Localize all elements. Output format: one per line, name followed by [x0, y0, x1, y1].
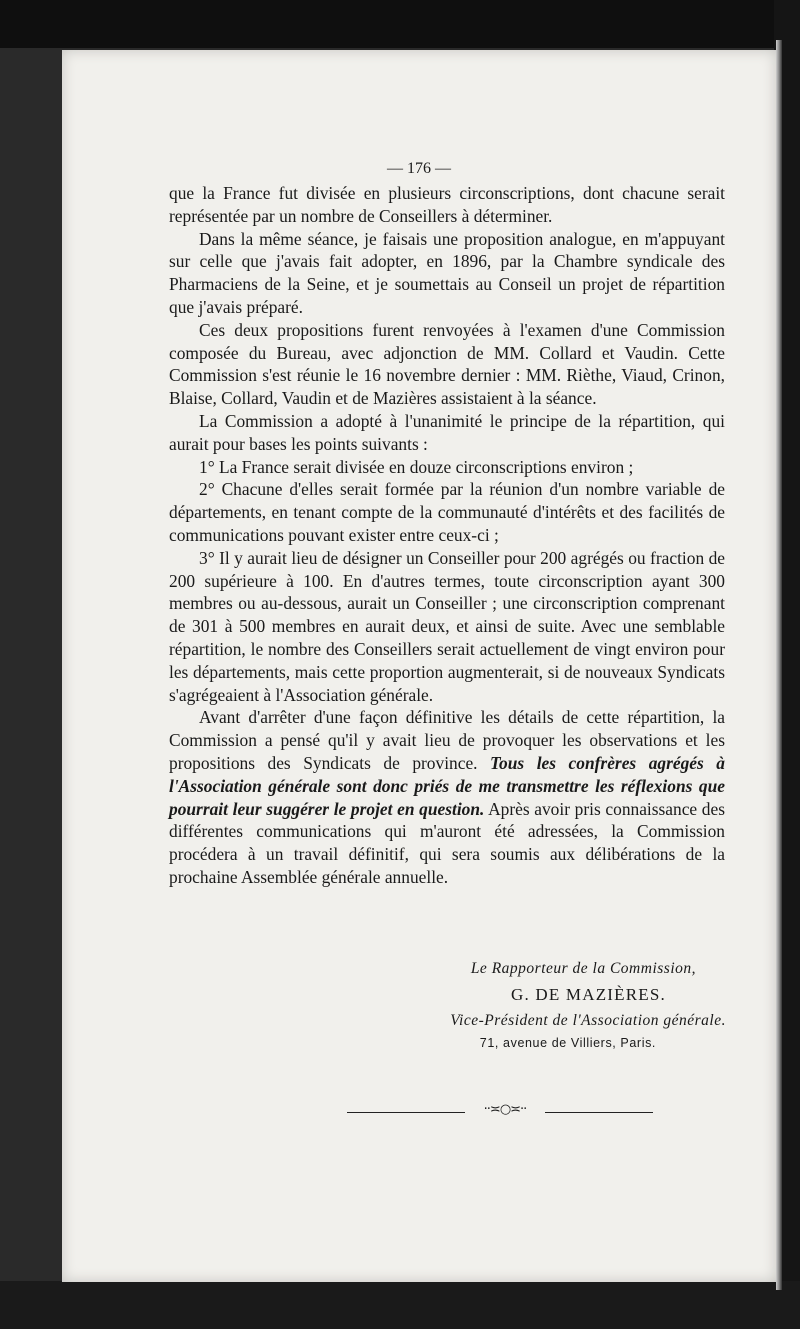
divider-right — [545, 1112, 653, 1113]
divider-left — [347, 1112, 465, 1113]
signature-address: 71, avenue de Villiers, Paris. — [479, 1036, 656, 1050]
signature-title: Vice-Président de l'Association générale. — [450, 1012, 726, 1029]
signature-name: G. DE MAZIÈRES. — [511, 985, 666, 1004]
scan-top-border — [0, 0, 800, 48]
page-edge — [776, 40, 782, 1290]
paragraph: La Commission a adopté à l'unanimité le principe de la répartition, qui aurait pour bases les points suivants : — [169, 410, 725, 454]
signature-role: Le Rapporteur de la Commission, — [470, 960, 696, 977]
paragraph-final-start: Avant d'arrêter d'une façon définitive les détails de cette répartition, la Commission a pensé qu'il y avait lieu de provoquer les observations et les propositions des Syndicats de province. — [169, 707, 725, 773]
page-number: — 176 — — [387, 160, 451, 177]
paragraph: Dans la même séance, je faisais une proposition analogue, en m'appuyant sur celle que j'avais fait adopter, en 1896, par la Chambre syndicale des Pharmaciens de la Seine, et je soumettais au Conseil un projet de répartition que j'avais préparé. — [169, 228, 725, 317]
ornament-icon: ··≍○≍·· — [483, 1102, 527, 1117]
paragraph: Ces deux propositions furent renvoyées à l'examen d'une Commission composée du Bureau, avec adjonction de MM. Collard et Vaudin. Cette Commission s'est réunie le 16 novembre dernier : MM. Rièthe, Viaud, Crinon, Blaise, Collard, Vaudin et de Mazières assistaient à la séance. — [169, 319, 725, 409]
paragraph: que la France fut divisée en plusieurs circonscriptions, dont chacune serait représentée par un nombre de Conseillers à déterminer. — [169, 183, 725, 226]
paragraph: 2° Chacune d'elles serait formée par la réunion d'un nombre variable de départements, en tenant compte de la communauté d'intérêts et des facilités de communications pouvant exister entre ceux-ci ; — [169, 479, 725, 545]
document-page — [62, 50, 776, 1282]
paragraph: 1° La France serait divisée en douze circonscriptions environ ; — [199, 456, 634, 477]
paragraph: 3° Il y aurait lieu de désigner un Conseiller pour 200 agrégés ou fraction de 200 supérieure à 100. En d'autres termes, toute circonscription ayant 300 membres ou au-dessous, aurait un Conseiller ; une circonscription comprenant de 301 à 500 membres en aurait deux, et ainsi de suite. Avec une semblable répartition, le nombre des Conseillers serait actuellement de vingt environ pour les départements, mais cette proportion augmenterait, si de nouveaux Syndicats s'agrégeaient à l'Association générale. — [169, 547, 725, 705]
paragraph-final-emphasis: Tous les confrères agrégés à l'Association générale sont donc priés de me transmettre les réflexions que pourrait leur suggérer le projet en question. — [169, 752, 725, 819]
body-text — [169, 182, 725, 889]
scan-bottom-border — [0, 1281, 800, 1329]
paragraph-final — [169, 706, 725, 888]
paragraph-final-end: Après avoir pris connaissance des différentes communications qui m'auront été adressées, la Commission procédera à un travail définitif, qui sera soumis aux délibérations de la prochaine Assemblée générale annuelle. — [169, 798, 725, 887]
